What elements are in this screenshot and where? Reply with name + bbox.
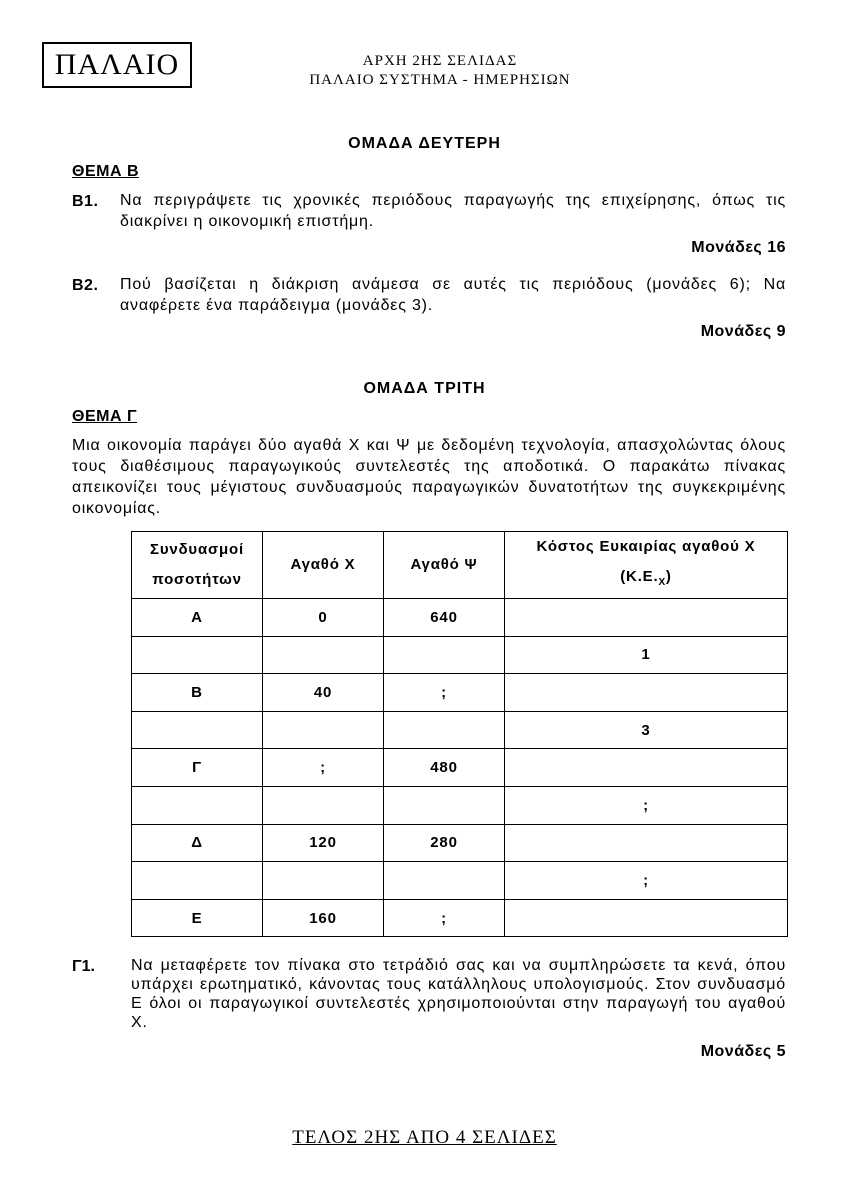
old-system-stamp: ΠΑΛΑΙΟ (42, 42, 192, 88)
cell-combination (132, 862, 263, 900)
cell-opportunity-cost (505, 749, 788, 787)
cell-combination: Γ (132, 749, 263, 787)
question-b2-text: Πού βασίζεται η διάκριση ανάμεσα σε αυτές τις περιόδους (μονάδες 6); Να αναφέρετε ένα παράδειγμα (μονάδες 3). (120, 276, 786, 314)
cell-opportunity-cost: ; (505, 862, 788, 900)
table-row (132, 862, 788, 900)
header-line-1: ΑΡΧΗ 2ΗΣ ΣΕΛΙΔΑΣ (362, 53, 518, 69)
cell-good-x (263, 862, 384, 900)
cell-good-x (263, 786, 384, 824)
cell-good-y (384, 786, 505, 824)
cell-good-x: ; (263, 749, 384, 787)
header-combinations-line1: Συνδυασμοί (150, 541, 244, 558)
cell-opportunity-cost (505, 899, 788, 937)
table-header-row (132, 532, 788, 599)
question-g1-number: Γ1. (72, 958, 95, 975)
cell-good-y: 280 (384, 824, 505, 862)
cell-good-x: 0 (263, 599, 384, 637)
question-g1-marks: Μονάδες 5 (700, 1043, 786, 1060)
cell-good-x: 40 (263, 674, 384, 712)
table-row (132, 636, 788, 674)
cell-good-y: 640 (384, 599, 505, 637)
header-good-y: Αγαθό Ψ (384, 532, 505, 599)
table-row (132, 786, 788, 824)
cell-opportunity-cost: 3 (505, 711, 788, 749)
theme-c-heading: ΘΕΜΑ Γ (72, 408, 138, 425)
header-good-x: Αγαθό Χ (263, 532, 384, 599)
header-line-2: ΠΑΛΑΙΟ ΣΥΣΤΗΜΑ - ΗΜΕΡΗΣΙΩΝ (309, 72, 571, 88)
question-b1-marks: Μονάδες 16 (691, 239, 786, 256)
cell-combination: Ε (132, 899, 263, 937)
cell-good-x (263, 636, 384, 674)
header-opportunity-cost (505, 532, 788, 599)
table-row (132, 711, 788, 749)
cell-opportunity-cost (505, 674, 788, 712)
table-row (132, 749, 788, 787)
cell-opportunity-cost (505, 824, 788, 862)
question-g1-text: Να μεταφέρετε τον πίνακα στο τετράδιό σας και να συμπληρώσετε τα κενά, όπου υπάρχει ερωτηματικό, κάνοντας τους κατάλληλους υπολογισμούς. Στον συνδυασμό Ε όλοι οι παραγωγικοί συντελεστές χρησιμοποιούνται στην παραγωγή του αγαθού Χ. (131, 957, 786, 1031)
cell-combination: Β (132, 674, 263, 712)
question-b2-marks: Μονάδες 9 (700, 323, 786, 340)
cell-good-y: ; (384, 899, 505, 937)
group-three-title: ΟΜΑΔΑ ΤΡΙΤΗ (363, 380, 486, 397)
production-possibilities-table (131, 531, 788, 937)
page-header (240, 52, 640, 90)
cell-good-y: 480 (384, 749, 505, 787)
cell-opportunity-cost (505, 599, 788, 637)
cell-good-y (384, 862, 505, 900)
cell-opportunity-cost: ; (505, 786, 788, 824)
question-b1-number: Β1. (72, 193, 99, 210)
theme-b-heading: ΘΕΜΑ Β (72, 163, 139, 180)
cell-good-y (384, 636, 505, 674)
cell-combination (132, 786, 263, 824)
question-b1-text: Να περιγράψετε τις χρονικές περιόδους παραγωγής της επιχείρησης, όπως τις διακρίνει η οικονομική επιστήμη. (120, 192, 786, 230)
table-row (132, 674, 788, 712)
group-two-title: ΟΜΑΔΑ ΔΕΥΤΕΡΗ (348, 135, 501, 152)
header-combinations (132, 532, 263, 599)
theme-c-intro: Μια οικονομία παράγει δύο αγαθά Χ και Ψ με δεδομένη τεχνολογία, απασχολώντας όλους τους διαθέσιμους παραγωγικούς συντελεστές της αποδοτικά. Ο παρακάτω πίνακας απεικονίζει τους μέγιστους συνδυασμούς παραγωγικών δυνατοτήτων της συγκεκριμένης οικονομίας. (72, 437, 786, 517)
cell-good-x: 120 (263, 824, 384, 862)
question-b2-number: Β2. (72, 277, 99, 294)
cell-good-y (384, 711, 505, 749)
cell-combination (132, 711, 263, 749)
page-footer: ΤΕΛΟΣ 2ΗΣ ΑΠΟ 4 ΣΕΛΙΔΕΣ (292, 1127, 557, 1148)
header-opportunity-cost-line2: $(K.E._X)$ (620, 568, 672, 588)
cell-good-x: 160 (263, 899, 384, 937)
cell-opportunity-cost: 1 (505, 636, 788, 674)
cell-good-x (263, 711, 384, 749)
header-combinations-line2: ποσοτήτων (152, 571, 242, 588)
table-row (132, 824, 788, 862)
cell-combination (132, 636, 263, 674)
cell-good-y: ; (384, 674, 505, 712)
cell-combination: Α (132, 599, 263, 637)
table-row (132, 599, 788, 637)
header-opportunity-cost-line1: Κόστος Ευκαιρίας αγαθού Χ (536, 538, 756, 555)
table-row (132, 899, 788, 937)
cell-combination: Δ (132, 824, 263, 862)
